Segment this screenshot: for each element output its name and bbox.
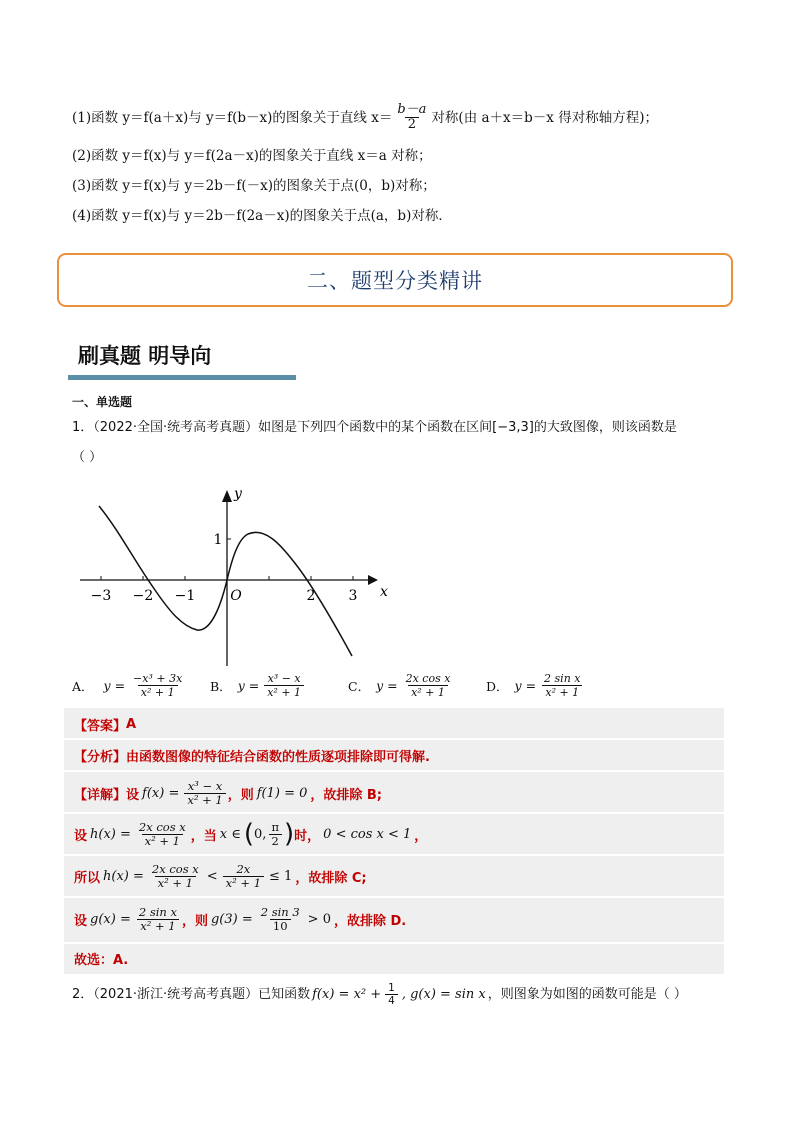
function-curve	[99, 506, 352, 656]
question-2-g-def: , g(x) = sin x	[401, 986, 486, 1002]
option-d[interactable]	[486, 672, 586, 699]
x-axis-label: x	[380, 584, 388, 600]
option-lhs: y =	[237, 678, 260, 693]
section-underline	[68, 375, 296, 380]
question-1-blank: （ ）	[72, 450, 103, 465]
option-letter: C．	[348, 678, 371, 694]
property-4: (4)函数 y＝f(x)与 y＝2b－f(2a－x)的图象关于点(a，b)对称．	[72, 208, 452, 224]
separator	[64, 854, 724, 856]
section-banner	[57, 253, 733, 307]
detail-tag: 【详解】	[74, 787, 127, 803]
detail-line-3: 所以 h(x) = $\frac{\text{2x cos x}}{\text{x² + 1}}$ < $\frac{2x}{\text{x² + 1}}$ ≤ 1 ，故排除 C;	[74, 861, 367, 890]
option-c[interactable]	[348, 672, 455, 699]
detail-line-1: 【详解】 设 f(x) = $\frac{\text{x³ − x}}{\text{x² + 1}}$ ，则 f(1) = 0 ，故排除 B;	[74, 778, 383, 807]
subheading: 一、单选题	[72, 395, 133, 409]
question-2-text	[72, 982, 687, 1007]
property-1-tail: 对称(由 a＋x＝b－x 得对称轴方程)；	[431, 109, 658, 126]
property-1	[72, 103, 658, 132]
conclusion-text: 故选：A.	[74, 952, 129, 968]
option-lhs: y =	[514, 678, 537, 693]
separator	[64, 738, 724, 740]
question-2-intro: 2．（2021·浙江·统考高考真题）已知函数	[72, 986, 311, 1002]
x-axis-arrow	[368, 575, 378, 585]
separator	[64, 812, 724, 814]
separator	[64, 770, 724, 772]
property-3: (3)函数 y＝f(x)与 y＝2b－f(－x)的图象关于点(0，b)对称；	[72, 178, 436, 194]
conclusion-line	[74, 948, 128, 968]
answer-tag: 【答案】	[74, 718, 127, 734]
property-1-text: (1)函数 y＝f(a＋x)与 y＝f(b－x)的图象关于直线 x＝	[72, 109, 393, 126]
question-1-graph	[70, 484, 400, 670]
property-1-fraction: $\frac{b-a}{2}$	[397, 102, 427, 132]
y-axis-label: y	[234, 486, 242, 502]
analysis-line	[74, 745, 430, 765]
question-2-tail: ，则图象为如图的函数可能是（ ）	[487, 986, 687, 1002]
detail-line-2: 设 h(x) = $\frac{\text{2x cos x}}{\text{x² + 1}}$ ，当 x ∈ ( 0, $\frac{\pi}{2}$ ) 时， 0 < cos x < 1 ，	[74, 819, 428, 849]
x-tick-label: −1	[174, 588, 196, 604]
option-fraction: $\frac{\text{−x³ + 3x}}{\text{x² + 1}}$	[133, 672, 183, 699]
origin-label: O	[230, 588, 242, 604]
question-2-f-def: f(x) = x² +	[312, 986, 382, 1002]
banner-title: 二、题型分类精讲	[307, 269, 483, 293]
option-letter: A．	[72, 678, 94, 694]
analysis-tag: 【分析】	[74, 749, 127, 765]
option-a[interactable]	[72, 672, 187, 699]
answer-value: A	[126, 716, 137, 732]
detail-line-4: 设 g(x) = $\frac{\text{2 sin x}}{\text{x² + 1}}$ ，则 g(3) = $\frac{2 \sin 3}{10}$ > 0 ，故排除 D.	[74, 904, 407, 933]
option-fraction: $\frac{\text{x³ − x}}{\text{x² + 1}}$	[264, 672, 304, 699]
property-2: (2)函数 y＝f(x)与 y＝f(2a－x)的图象关于直线 x＝a 对称；	[72, 148, 432, 164]
x-tick-label: 2	[306, 588, 316, 604]
x-tick-label: −3	[90, 588, 112, 604]
section-title: 刷真题 明导向	[78, 344, 212, 368]
separator	[64, 942, 724, 944]
answer-line	[74, 714, 136, 734]
question-1-options	[72, 672, 712, 708]
analysis-text: 由函数图像的特征结合函数的性质逐项排除即可得解.	[126, 749, 430, 765]
question-1-text: 1．（2022·全国·统考高考真题）如图是下列四个函数中的某个函数在区间[−3,3]的大致图像，则该函数是	[72, 420, 677, 435]
option-letter: B．	[210, 678, 232, 694]
separator	[64, 896, 724, 898]
x-tick-label: 3	[348, 588, 358, 604]
x-tick-label: −2	[132, 588, 154, 604]
option-fraction: $\frac{\text{2x cos x}}{\text{x² + 1}}$	[405, 672, 451, 699]
option-letter: D．	[486, 678, 509, 694]
option-lhs: y =	[376, 678, 398, 693]
option-fraction: $\frac{\text{2 sin x}}{\text{x² + 1}}$	[544, 672, 581, 699]
question-2-fraction: $\frac{1}{4}$	[385, 982, 398, 1007]
option-lhs: y =	[103, 678, 126, 693]
y-tick-label: 1	[213, 532, 223, 548]
option-b[interactable]	[210, 672, 306, 699]
y-axis-arrow	[222, 490, 232, 502]
